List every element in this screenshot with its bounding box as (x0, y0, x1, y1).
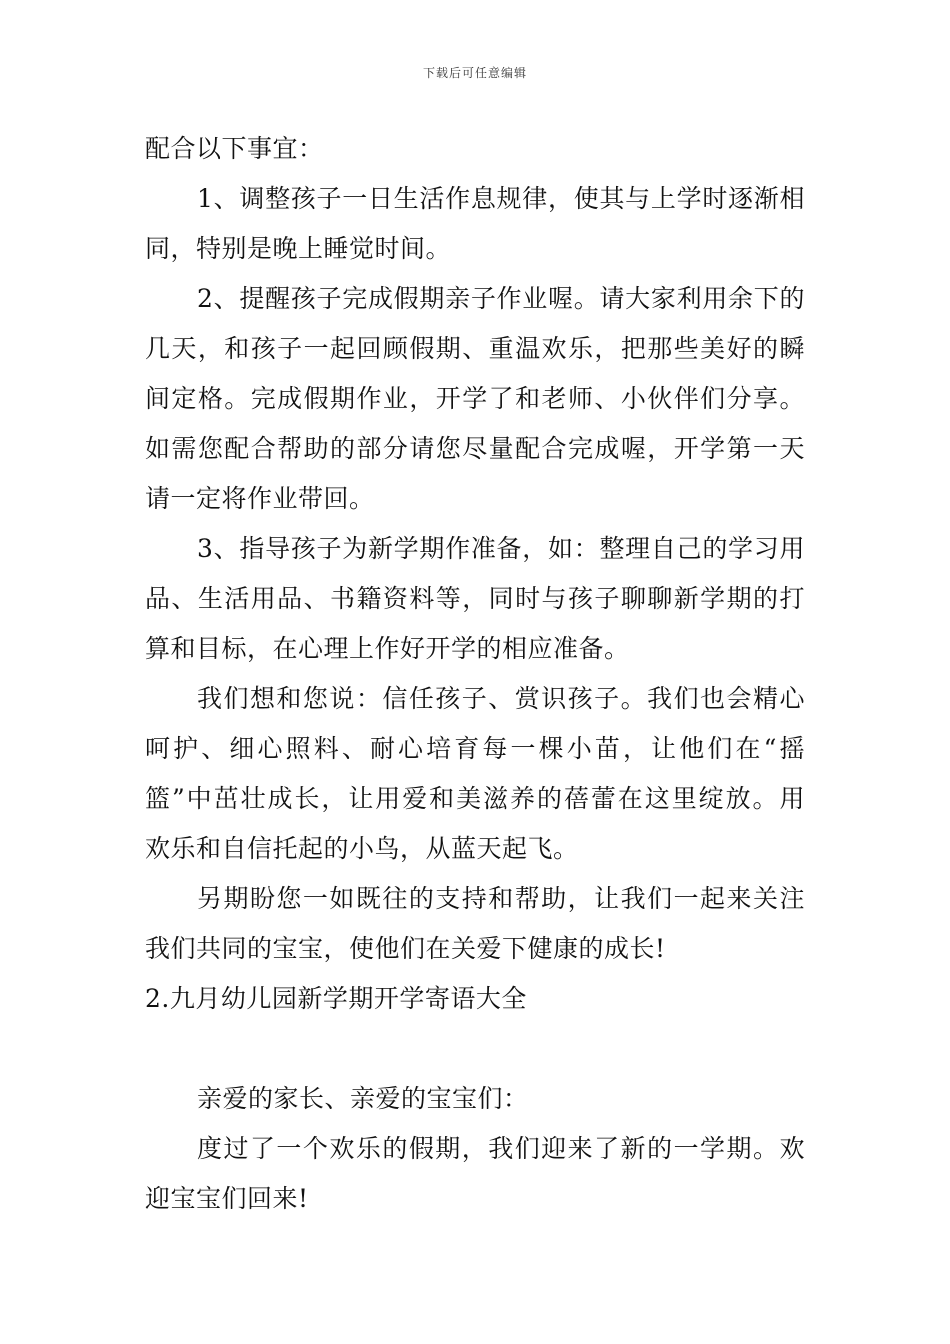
paragraph-line: 呵护、细心照料、耐心培育每一棵小苗，让他们在“摇 (145, 734, 805, 763)
greeting-line: 亲爱的家长、亲爱的宝宝们： (197, 1084, 529, 1113)
paragraph-line: 我们共同的宝宝，使他们在关爱下健康的成长! (145, 934, 666, 963)
list-item-2-line: 几天，和孩子一起回顾假期、重温欢乐，把那些美好的瞬 (145, 334, 805, 363)
page-header-note: 下载后可任意编辑 (422, 66, 527, 80)
document-body (145, 124, 805, 1224)
list-item-3-line: 3、指导孩子为新学期作准备，如：整理自己的学习用 (197, 534, 805, 563)
paragraph-line: 迎宝宝们回来! (145, 1184, 309, 1213)
section-heading: 2.九月幼儿园新学期开学寄语大全 (145, 984, 527, 1013)
list-item-1-line: 同，特别是晚上睡觉时间。 (145, 234, 452, 263)
list-item-1-line: 1、调整孩子一日生活作息规律，使其与上学时逐渐相 (197, 184, 805, 213)
list-item-2-line: 如需您配合帮助的部分请您尽量配合完成喔，开学第一天 (145, 434, 805, 463)
text-line: 配合以下事宜： (145, 134, 324, 163)
list-item-3-line: 算和目标，在心理上作好开学的相应准备。 (145, 634, 630, 663)
blank-line (145, 1024, 805, 1074)
list-item-3-line: 品、生活用品、书籍资料等，同时与孩子聊聊新学期的打 (145, 584, 805, 613)
list-item-2-line: 请一定将作业带回。 (145, 484, 375, 513)
paragraph-line: 我们想和您说：信任孩子、赏识孩子。我们也会精心 (197, 684, 805, 713)
paragraph-line: 度过了一个欢乐的假期，我们迎来了新的一学期。欢 (197, 1134, 805, 1163)
paragraph-line: 另期盼您一如既往的支持和帮助，让我们一起来关注 (197, 884, 805, 913)
paragraph-line: 篮”中茁壮成长，让用爱和美滋养的蓓蕾在这里绽放。用 (145, 784, 805, 813)
list-item-2-line: 2、提醒孩子完成假期亲子作业喔。请大家利用余下的 (197, 284, 805, 313)
paragraph-line: 欢乐和自信托起的小鸟，从蓝天起飞。 (145, 834, 579, 863)
list-item-2-line: 间定格。完成假期作业，开学了和老师、小伙伴们分享。 (145, 384, 805, 413)
